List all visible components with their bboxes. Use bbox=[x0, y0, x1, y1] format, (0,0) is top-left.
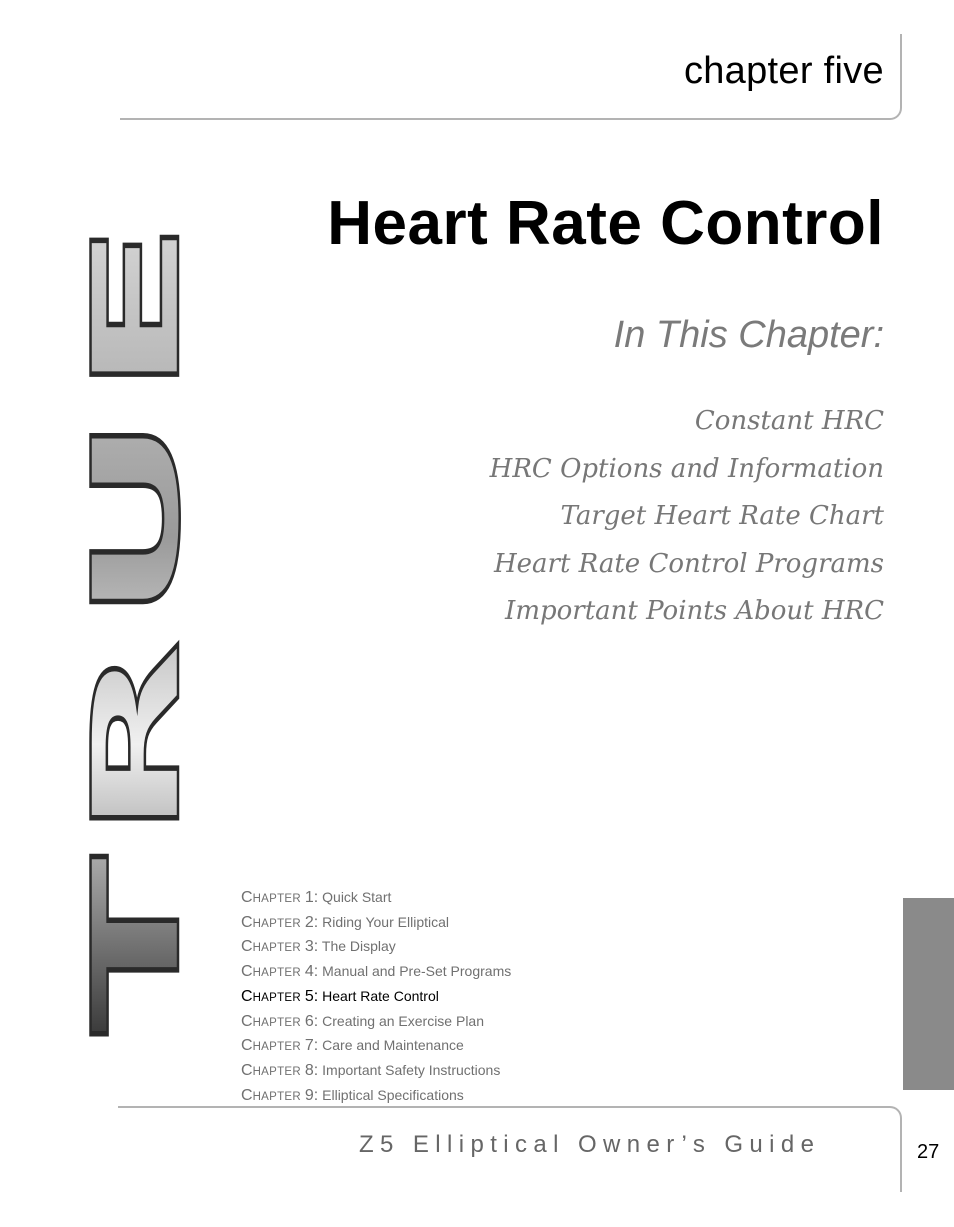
chapter-list-name: Creating an Exercise Plan bbox=[322, 1012, 485, 1029]
chapter-list-cap: C bbox=[241, 963, 253, 981]
chapter-list-name: Elliptical Specifications bbox=[322, 1086, 464, 1103]
header-rule bbox=[120, 118, 890, 120]
chapter-list-rest: HAPTER bbox=[252, 893, 302, 905]
chapter-list-name: Quick Start bbox=[322, 889, 392, 905]
chapter-list-rest: HAPTER bbox=[252, 1065, 302, 1078]
chapter-list-num: 5: bbox=[304, 987, 319, 1005]
chapter-list-name: Riding Your Elliptical bbox=[322, 913, 449, 930]
page-number: 27 bbox=[917, 1141, 940, 1163]
chapter-list-num: 9: bbox=[304, 1086, 319, 1104]
chapter-list-cap: C bbox=[241, 987, 253, 1005]
chapter-list-cap: C bbox=[241, 913, 253, 931]
guide-title: Z5 Elliptical Owner’s Guide bbox=[359, 1131, 821, 1158]
chapter-list-item bbox=[241, 1084, 511, 1109]
chapter-list-cap: C bbox=[241, 1086, 253, 1104]
chapter-list-cap: C bbox=[241, 889, 253, 906]
chapter-list-name: The Display bbox=[321, 938, 396, 955]
chapter-list-rest: HAPTER bbox=[252, 1041, 302, 1054]
chapter-list-rest: HAPTER bbox=[252, 1090, 302, 1103]
chapter-list-name: Care and Maintenance bbox=[322, 1037, 464, 1054]
chapter-list-num: 1: bbox=[304, 889, 319, 906]
chapter-list-item bbox=[241, 886, 511, 911]
chapter-list-rest: HAPTER bbox=[252, 967, 302, 980]
footer-corner-bracket bbox=[880, 1106, 902, 1192]
chapter-list-item bbox=[241, 911, 511, 936]
chapter-list-item bbox=[241, 1059, 511, 1084]
topic-item: Heart Rate Control Programs bbox=[493, 548, 884, 579]
chapter-list-num: 4: bbox=[304, 963, 319, 981]
topic-item: Target Heart Rate Chart bbox=[560, 501, 884, 531]
chapter-list-rest: HAPTER bbox=[252, 942, 302, 955]
chapter-list-num: 6: bbox=[304, 1012, 319, 1030]
chapter-list-item bbox=[241, 985, 511, 1010]
svg-text:TRUE: TRUE bbox=[68, 657, 207, 1035]
chapter-list-num: 3: bbox=[304, 938, 319, 956]
topic-item: Constant HRC bbox=[694, 406, 884, 436]
chapter-list-item bbox=[241, 1034, 511, 1059]
chapter-list-name: Manual and Pre-Set Programs bbox=[322, 963, 512, 980]
chapter-list-name: Heart Rate Control bbox=[322, 987, 439, 1004]
chapter-list-cap: C bbox=[241, 938, 253, 956]
chapter-list-num: 2: bbox=[304, 913, 319, 931]
chapter-navigation-list bbox=[241, 886, 511, 1108]
chapter-label: chapter five bbox=[683, 50, 884, 92]
chapter-list-cap: C bbox=[241, 1037, 253, 1055]
chapter-list-rest: HAPTER bbox=[252, 1016, 302, 1029]
topic-item: HRC Options and Information bbox=[489, 453, 884, 484]
chapter-list-cap: C bbox=[241, 1061, 253, 1079]
chapter-list-item bbox=[241, 960, 511, 985]
chapter-list-num: 8: bbox=[304, 1061, 319, 1079]
chapter-list-rest: HAPTER bbox=[252, 991, 302, 1004]
topic-item: Important Points About HRC bbox=[505, 596, 884, 626]
chapter-list-item bbox=[241, 1010, 511, 1035]
true-brand-logo bbox=[68, 200, 207, 1040]
chapter-side-tab bbox=[903, 898, 954, 1090]
chapter-list-rest: HAPTER bbox=[252, 917, 302, 930]
topic-list bbox=[490, 398, 884, 636]
chapter-list-name: Important Safety Instructions bbox=[322, 1061, 501, 1078]
footer-rule bbox=[118, 1106, 890, 1108]
section-subtitle: In This Chapter: bbox=[613, 314, 884, 356]
chapter-list-item bbox=[241, 935, 511, 960]
chapter-list-num: 7: bbox=[304, 1037, 319, 1055]
page-title: Heart Rate Control bbox=[327, 189, 884, 258]
chapter-list-cap: C bbox=[241, 1012, 253, 1030]
